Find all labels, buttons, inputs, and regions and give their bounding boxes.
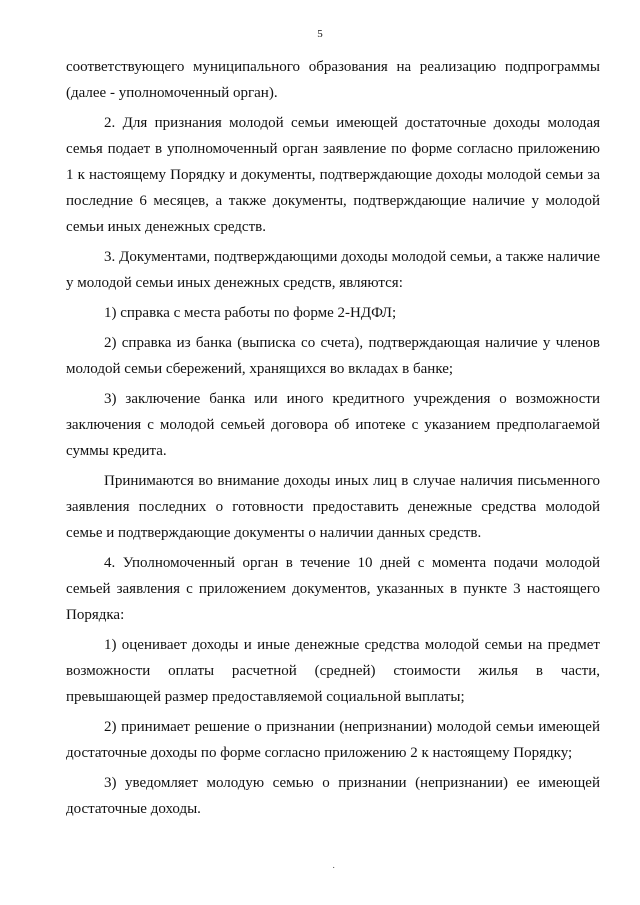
subitem-3-2: 2) справка из банка (выписка со счета), подтверждающая наличие у членов молодой семьи сбережений, хранящихся во вкладах в банке; [66,335,600,377]
paragraph-item-3: 3. Документами, подтверждающими доходы молодой семьи, а также наличие у молодой семьи иных денежных средств, являются: [66,249,600,291]
subitem-4-2: 2) принимает решение о признании (непризнании) молодой семьи имеющей достаточные доходы по форме согласно приложению 2 к настоящему Порядку; [66,719,600,761]
subitem-4-1: 1) оценивает доходы и иные денежные средства молодой семьи на предмет возможности оплаты расчетной (средней) стоимости жилья в части, превышающей размер предоставляемой социальной выплаты; [66,637,600,705]
subitem-3-1: 1) справка с места работы по форме 2-НДФЛ; [104,305,397,321]
page-number: 5 [317,28,323,40]
paragraph-item-2: 2. Для признания молодой семьи имеющей достаточные доходы молодая семья подает в уполномоченный орган заявление по форме согласно приложению 1 к настоящему Порядку и документы, подтверждающие доходы молодой семьи за последние 6 месяцев, а также документы, подтверждающие наличие у молодой семьи иных денежных средств. [66,115,600,235]
paragraph-continuation: соответствующего муниципального образования на реализацию подпрограммы (далее - уполномоченный орган). [66,59,600,101]
paragraph-item-4: 4. Уполномоченный орган в течение 10 дней с момента подачи молодой семьей заявления с приложением документов, указанных в пункте 3 настоящего Порядка: [66,555,600,623]
document-body [66,54,600,826]
footer-mark: ˙ [332,866,336,877]
subitem-4-3: 3) уведомляет молодую семью о признании (непризнании) ее имеющей достаточные доходы. [66,775,600,817]
subitem-3-3: 3) заключение банка или иного кредитного учреждения о возможности заключения с молодой семьей договора об ипотеке с указанием предполагаемой суммы кредита. [66,391,600,459]
paragraph-other-income: Принимаются во внимание доходы иных лиц в случае наличия письменного заявления последних о готовности предоставить денежные средства молодой семье и подтверждающие документы о наличии данных средств. [66,473,600,541]
